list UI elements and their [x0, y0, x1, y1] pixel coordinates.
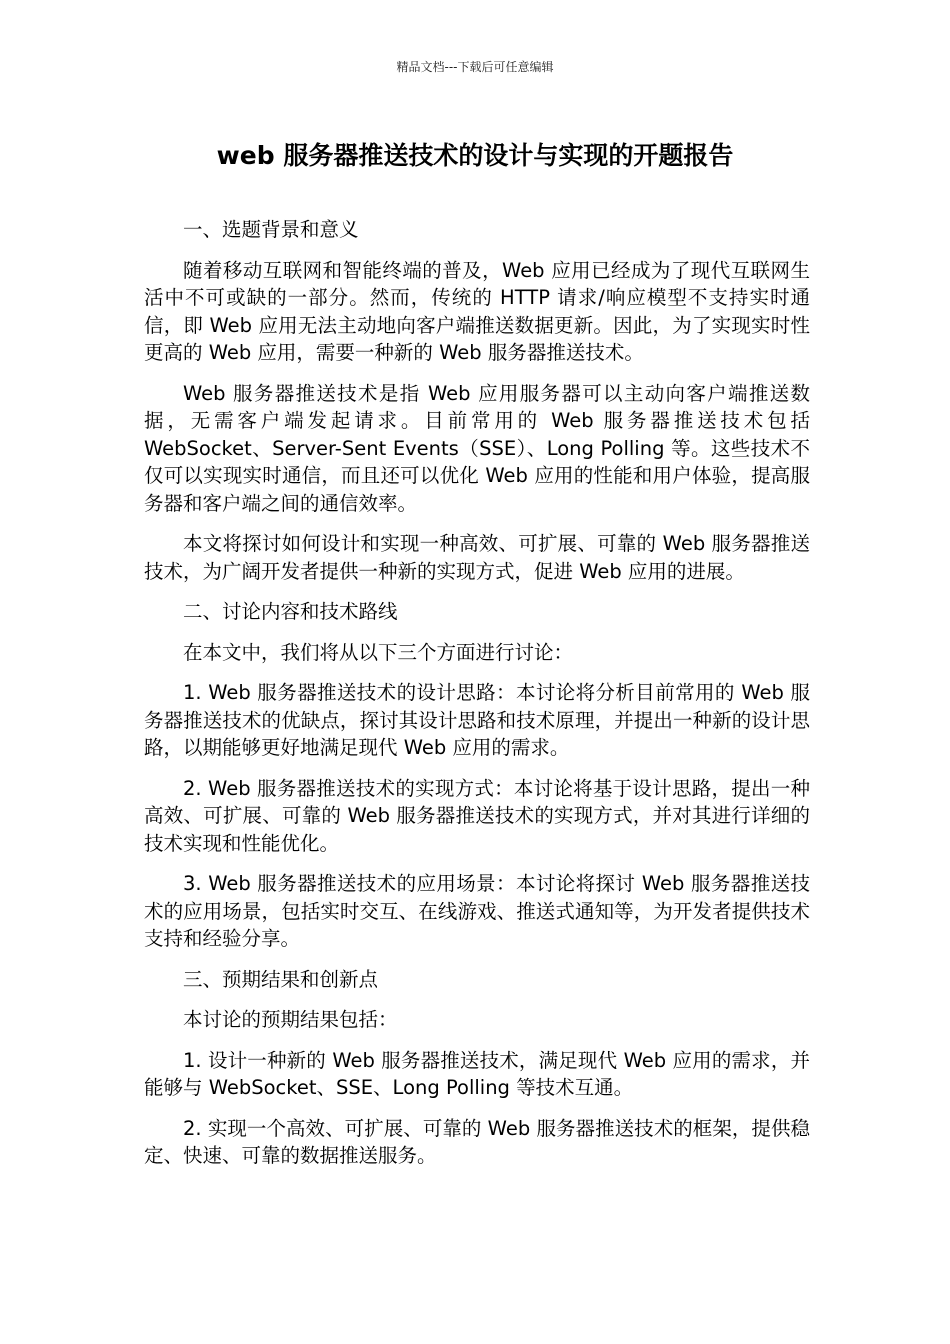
list-item-result-2: 2. 实现一个高效、可扩展、可靠的 Web 服务器推送技术的框架，提供稳定、快速、可靠的数据推送服务。 [144, 1116, 810, 1167]
paragraph-discussion-intro: 在本文中，我们将从以下三个方面进行讨论： [183, 640, 574, 664]
list-item-result-1: 1. 设计一种新的 Web 服务器推送技术，满足现代 Web 应用的需求，并能够与 WebSocket、SSE、Long Polling 等技术互通。 [144, 1048, 810, 1099]
section-heading-3: 三、预期结果和创新点 [183, 967, 379, 991]
paragraph-expected-results-intro: 本讨论的预期结果包括： [183, 1008, 398, 1031]
paragraph-push-tech-definition: Web 服务器推送技术是指 Web 应用服务器可以主动向客户端推送数据，无需客户端发起请求。目前常用的 Web 服务器推送技术包括 WebSocket、Server-Sent Events（SSE）、Long Polling 等。这些技术不仅可以实现实时通信，而且还可以优化 Web 应用的性能和用户体验，提高服务器和客户端之间的通信效率。 [144, 381, 810, 515]
section-heading-2: 二、讨论内容和技术路线 [183, 600, 398, 623]
section-heading-1: 一、选题背景和意义 [183, 218, 359, 241]
paragraph-paper-goal: 本文将探讨如何设计和实现一种高效、可扩展、可靠的 Web 服务器推送技术，为广阔开发者提供一种新的实现方式，促进 Web 应用的进展。 [144, 532, 810, 583]
header-note: 精品文档---下载后可任意编辑 [396, 60, 554, 74]
list-item-application: 3. Web 服务器推送技术的应用场景：本讨论将探讨 Web 服务器推送技术的应用场景，包括实时交互、在线游戏、推送式通知等，为开发者提供技术支持和经验分享。 [144, 872, 810, 950]
document-title: web 服务器推送技术的设计与实现的开题报告 [216, 141, 734, 170]
document-body [144, 216, 810, 1183]
list-item-implementation: 2. Web 服务器推送技术的实现方式：本讨论将基于设计思路，提出一种高效、可扩展、可靠的 Web 服务器推送技术的实现方式，并对其进行详细的技术实现和性能优化。 [144, 776, 810, 855]
list-item-design: 1. Web 服务器推送技术的设计思路：本讨论将分析目前常用的 Web 服务器推送技术的优缺点，探讨其设计思路和技术原理，并提出一种新的设计思路，以期能够更好地满足现代 Web 应用的需求。 [144, 681, 810, 759]
paragraph-background: 随着移动互联网和智能终端的普及，Web 应用已经成为了现代互联网生活中不可或缺的一部分。然而，传统的 HTTP 请求/响应模型不支持实时通信，即 Web 应用无法主动地向客户端推送数据更新。因此，为了实现实时性更高的 Web 应用，需要一种新的 Web 服务器推送技术。 [144, 258, 810, 364]
